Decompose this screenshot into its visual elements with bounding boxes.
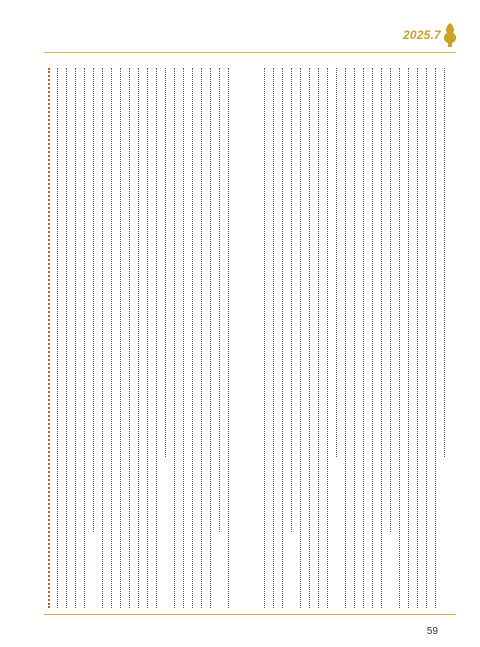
mongolian-emblem-icon <box>441 22 459 48</box>
issue-label: 2025.7 <box>403 28 441 42</box>
text-column-right <box>262 68 452 608</box>
footer-rule <box>44 614 456 615</box>
text-column-left <box>46 68 236 608</box>
header-rule <box>44 52 456 53</box>
page-number: 59 <box>426 626 438 637</box>
